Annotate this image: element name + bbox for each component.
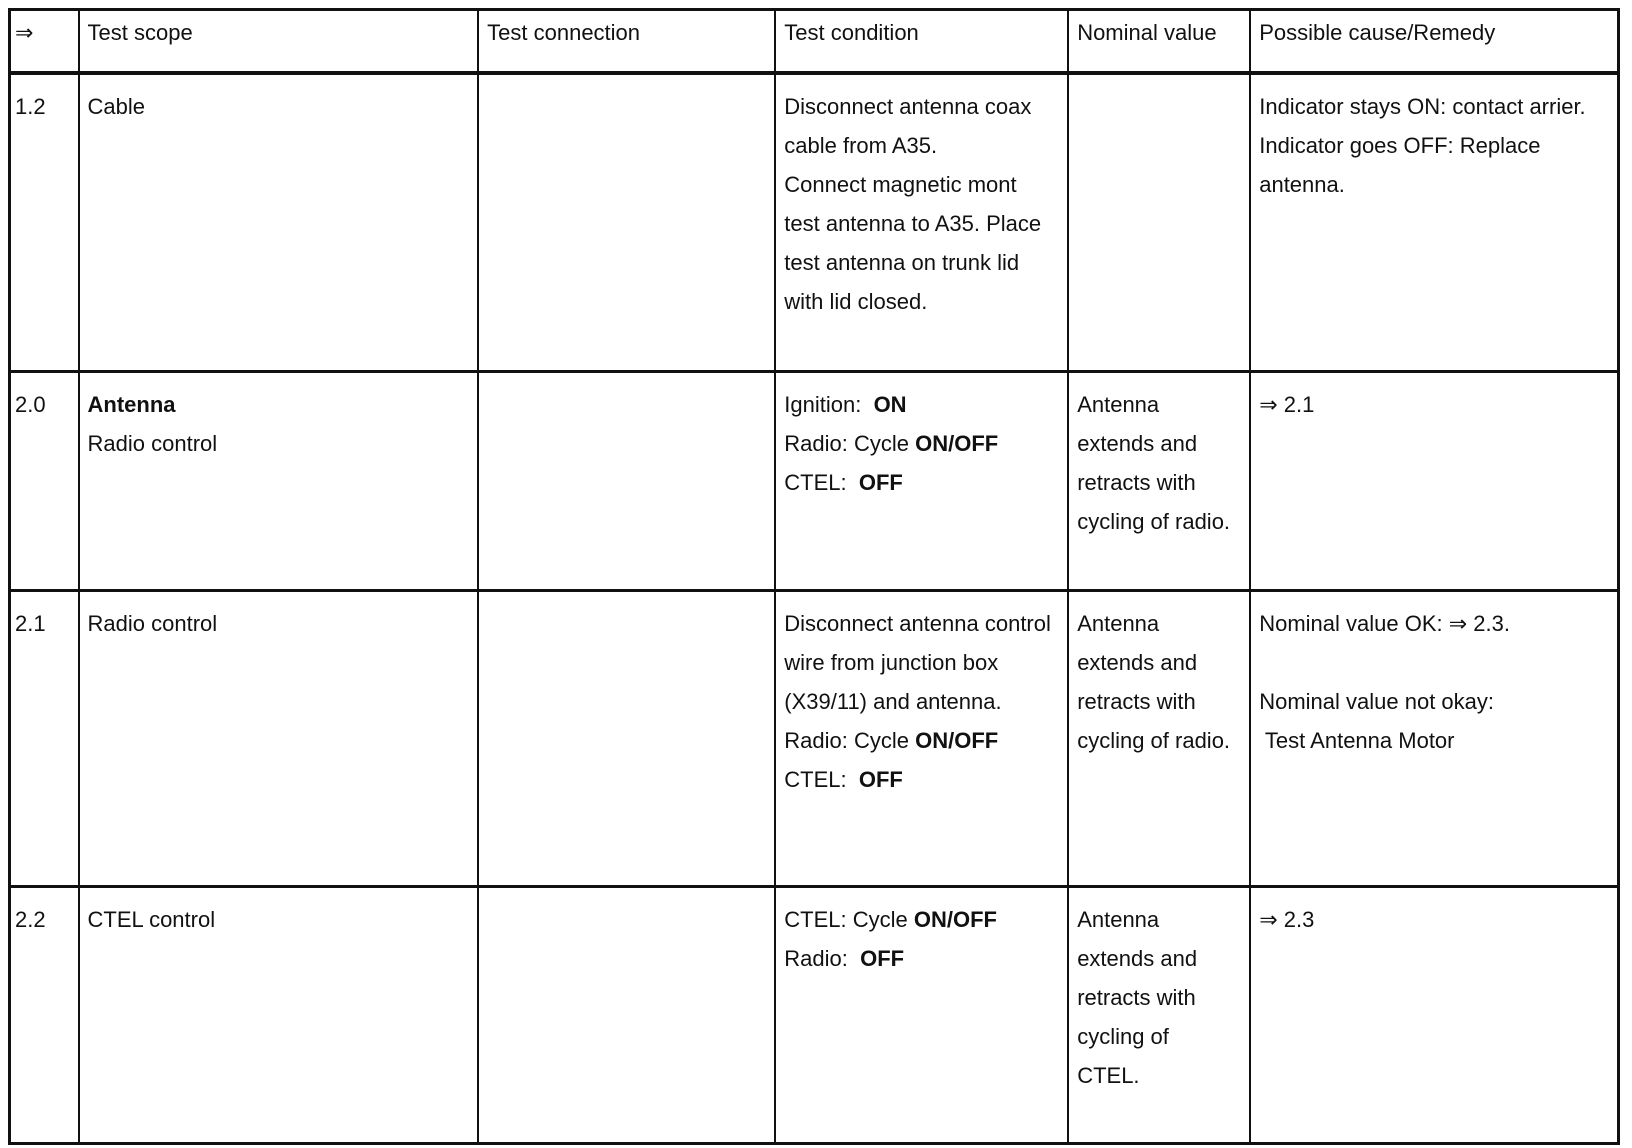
nominal-line: retracts with — [1077, 689, 1196, 714]
remedy-line: antenna. — [1259, 172, 1345, 197]
nominal-value-cell — [1068, 73, 1250, 372]
test-scope-cell — [79, 73, 479, 372]
table-row — [10, 591, 1619, 887]
test-scope-text: CTEL control — [87, 907, 216, 932]
condition-line: test antenna on trunk lid — [784, 250, 1020, 275]
spacer — [1259, 643, 1609, 682]
condition-value: OFF — [860, 946, 905, 971]
condition-line: Disconnect antenna coax — [784, 94, 1032, 119]
condition-label: Ignition: — [784, 392, 862, 417]
test-connection-cell — [478, 372, 775, 591]
test-condition-cell — [775, 591, 1068, 887]
condition-line — [784, 939, 1059, 978]
test-connection-cell — [478, 591, 775, 887]
nominal-line: cycling of radio. — [1077, 728, 1231, 753]
nominal-line: Antenna — [1077, 611, 1160, 636]
nominal-line: retracts with — [1077, 470, 1196, 495]
step-number: 2.1 — [10, 591, 79, 887]
header-test-scope: Test scope — [79, 10, 479, 74]
test-condition-cell — [775, 73, 1068, 372]
step-number: 1.2 — [10, 73, 79, 372]
condition-label: Radio: Cycle — [784, 431, 909, 456]
remedy-reference: ⇒ 2.3 — [1259, 907, 1315, 932]
nominal-line: extends and — [1077, 946, 1198, 971]
test-scope-heading: Antenna — [87, 392, 176, 417]
step-number: 2.2 — [10, 887, 79, 1144]
step-number: 2.0 — [10, 372, 79, 591]
condition-label: Radio: — [784, 946, 848, 971]
condition-label: CTEL: Cycle — [784, 907, 908, 932]
nominal-line: Antenna — [1077, 907, 1160, 932]
condition-line: (X39/11) and antenna. — [784, 689, 1002, 714]
condition-line: Disconnect antenna control — [784, 611, 1051, 636]
condition-line: wire from junction box — [784, 650, 999, 675]
condition-line — [784, 385, 1059, 424]
remedy-cell — [1250, 73, 1618, 372]
condition-value: ON/OFF — [915, 431, 999, 456]
remedy-cell — [1250, 887, 1618, 1144]
header-nominal-value: Nominal value — [1068, 10, 1250, 74]
condition-line: with lid closed. — [784, 289, 928, 314]
test-scope-text: Radio control — [87, 431, 218, 456]
condition-line — [784, 721, 1059, 760]
condition-line — [784, 760, 1059, 799]
test-condition-cell — [775, 372, 1068, 591]
condition-line — [784, 424, 1059, 463]
remedy-line: Indicator goes OFF: Replace — [1259, 133, 1541, 158]
nominal-line: extends and — [1077, 431, 1198, 456]
condition-line — [784, 463, 1059, 502]
condition-line: Connect magnetic mont — [784, 172, 1017, 197]
header-test-connection: Test connection — [478, 10, 775, 74]
condition-value: ON/OFF — [915, 728, 999, 753]
table-row — [10, 372, 1619, 591]
test-connection-cell — [478, 73, 775, 372]
remedy-cell — [1250, 372, 1618, 591]
header-possible-cause: Possible cause/Remedy — [1250, 10, 1618, 74]
nominal-line: extends and — [1077, 650, 1198, 675]
document-page — [8, 8, 1628, 1140]
nominal-line: cycling of radio. — [1077, 509, 1231, 534]
condition-line: test antenna to A35. Place — [784, 211, 1042, 236]
nominal-value-cell — [1068, 591, 1250, 887]
remedy-line: Nominal value not okay: — [1259, 689, 1495, 714]
nominal-line: CTEL. — [1077, 1063, 1140, 1088]
condition-label: CTEL: — [784, 767, 847, 792]
table-row — [10, 73, 1619, 372]
test-scope-cell — [79, 591, 479, 887]
nominal-line: cycling of — [1077, 1024, 1169, 1049]
remedy-reference: ⇒ 2.1 — [1259, 392, 1315, 417]
table-row — [10, 887, 1619, 1144]
remedy-cell — [1250, 591, 1618, 887]
remedy-line: Nominal value OK: ⇒ 2.3. — [1259, 611, 1510, 636]
test-scope-text: Radio control — [87, 611, 218, 636]
nominal-value-cell — [1068, 887, 1250, 1144]
test-scope-cell — [79, 372, 479, 591]
condition-value: ON/OFF — [913, 907, 997, 932]
condition-label: Radio: Cycle — [784, 728, 909, 753]
nominal-value-cell — [1068, 372, 1250, 591]
condition-line: cable from A35. — [784, 133, 938, 158]
condition-value: OFF — [858, 470, 903, 495]
remedy-line: Test Antenna Motor — [1259, 728, 1455, 753]
condition-value: ON — [873, 392, 907, 417]
test-scope-text: Cable — [87, 94, 146, 119]
test-table — [8, 8, 1620, 1145]
nominal-line: retracts with — [1077, 985, 1196, 1010]
condition-label: CTEL: — [784, 470, 847, 495]
nominal-line: Antenna — [1077, 392, 1160, 417]
header-arrow: ⇒ — [10, 10, 79, 74]
condition-value: OFF — [858, 767, 903, 792]
remedy-line: Indicator stays ON: contact arrier. — [1259, 94, 1586, 119]
header-test-condition: Test condition — [775, 10, 1068, 74]
test-condition-cell — [775, 887, 1068, 1144]
table-header-row — [10, 10, 1619, 74]
condition-line — [784, 900, 1059, 939]
test-connection-cell — [478, 887, 775, 1144]
test-scope-cell — [79, 887, 479, 1144]
